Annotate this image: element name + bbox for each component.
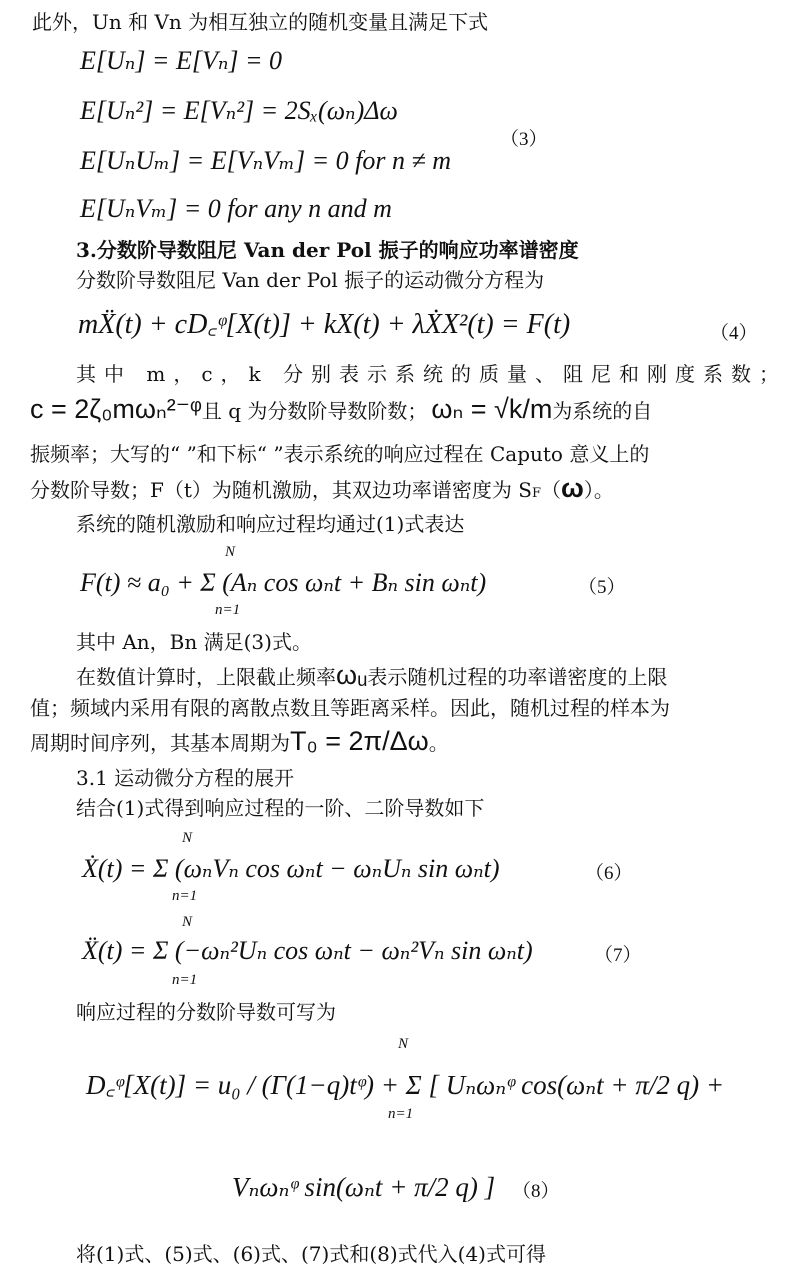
combine-text: 结合(1)式得到响应过程的一阶、二阶导数如下 [76,796,485,820]
eq7: Ẍ(t) = Σ (−ωₙ²Uₙ cos ωₙt − ωₙ²Vₙ sin ωₙt) [82,936,533,965]
eq4-number: （4） [710,323,758,344]
section-3-1-title: 3.1 运动微分方程的展开 [76,766,295,790]
calc-3b: 。 [428,731,449,755]
frac-text: 分数阶导数；F（t）为随机激励，其双边功率谱密度为 S [30,478,532,502]
eq3-line-2: E[Uₙ²] = E[Vₙ²] = 2Sₓ(ωₙ)Δω [80,96,398,125]
substitute-text: 将(1)式、(5)式、(6)式、(7)式和(8)式代入(4)式可得 [76,1242,546,1266]
eq7-number: （7） [594,945,642,966]
where-text-line-1: 其中 m，c，k 分别表示系统的质量、阻尼和刚度系数； [76,362,787,386]
eq8-line-2: Vₙωₙᵠ sin(ωₙt + π/2 q) ] [232,1172,496,1202]
eq8-number: （8） [512,1181,560,1202]
section-3-title: 3.分数阶导数阻尼 Van der Pol 振子的响应功率谱密度 [76,238,579,262]
period-formula: T₀ = 2π/Δω [290,726,429,756]
c-formula-text: 且 q 为分数阶导数阶数； [201,399,428,423]
frac-end: ）。 [583,478,614,502]
calc-3a: 周期时间序列，其基本周期为 [30,731,290,755]
motion-intro-text: 分数阶导数阻尼 Van der Pol 振子的运动微分方程为 [76,268,545,292]
cutoff-omega: ωᵤ [336,660,368,690]
fracderiv-text: 响应过程的分数阶导数可写为 [76,1000,336,1024]
both-text: 系统的随机激励和响应过程均通过(1)式表达 [76,512,465,536]
omega-formula-text: 为系统的自 [552,399,653,423]
eq7-sum-upper: N [182,914,193,930]
eq5: F(t) ≈ a₀ + Σ (Aₙ cos ωₙt + Bₙ sin ωₙt) [80,568,487,597]
intro-text: 此外，Un 和 Vn 为相互独立的随机变量且满足下式 [32,10,489,34]
calc-1b: 表示随机过程的功率谱密度的上限 [367,665,668,689]
eq3-line-4: E[UₙVₘ] = 0 for any n and m [80,194,392,223]
eq5-sum-upper: N [225,544,236,560]
frac-omega: ω [561,473,584,503]
eq6-sum-lower: n=1 [172,888,198,904]
eq6: Ẋ(t) = Σ (ωₙVₙ cos ωₙt − ωₙUₙ sin ωₙt) [82,854,500,883]
omega-formula: ωₙ = √k/m [431,394,553,424]
eq6-sum-upper: N [182,830,193,846]
frac-line [30,474,614,508]
eq4: mẌ(t) + cD꜀ᵠ[X(t)] + kX(t) + λẊX²(t) = F(t) [78,309,571,340]
calc-line-2: 值；频域内采用有限的离散点数且等距离采样。因此，随机过程的样本为 [30,696,670,720]
calc-line-3 [30,726,449,757]
calc-1a: 在数值计算时，上限截止频率 [76,665,336,689]
eq8-sum-lower: n=1 [388,1106,414,1122]
eq3-number: （3） [500,129,548,150]
anbn-text: 其中 An，Bn 满足(3)式。 [76,630,312,654]
eq3-line-3: E[UₙUₘ] = E[VₙVₘ] = 0 for n ≠ m [80,146,451,175]
eq6-number: （6） [585,863,633,884]
eq8-sum-upper: N [398,1036,409,1052]
eq8-line-1: D꜀ᵠ[X(t)] = u₀ / (Γ(1−q)tᵠ) + Σ [ Uₙωₙᵠ cos(ωₙt + π/2 q) + [86,1070,725,1100]
calc-line-1 [76,660,667,691]
eq5-sum-lower: n=1 [215,602,241,618]
frac-paren-open: （ [541,478,562,502]
eq5-number: （5） [578,577,626,598]
freq-text: 振频率；大写的“ ”和下标“ ”表示系统的响应过程在 Caputo 意义上的 [30,442,650,466]
eq7-sum-lower: n=1 [172,972,198,988]
eq3-line-1: E[Uₙ] = E[Vₙ] = 0 [80,46,283,75]
c-formula: c = 2ζ₀mωₙ²⁻ᵠ [30,394,202,424]
frac-subscript: F [531,486,542,501]
c-omega-line [30,394,652,425]
